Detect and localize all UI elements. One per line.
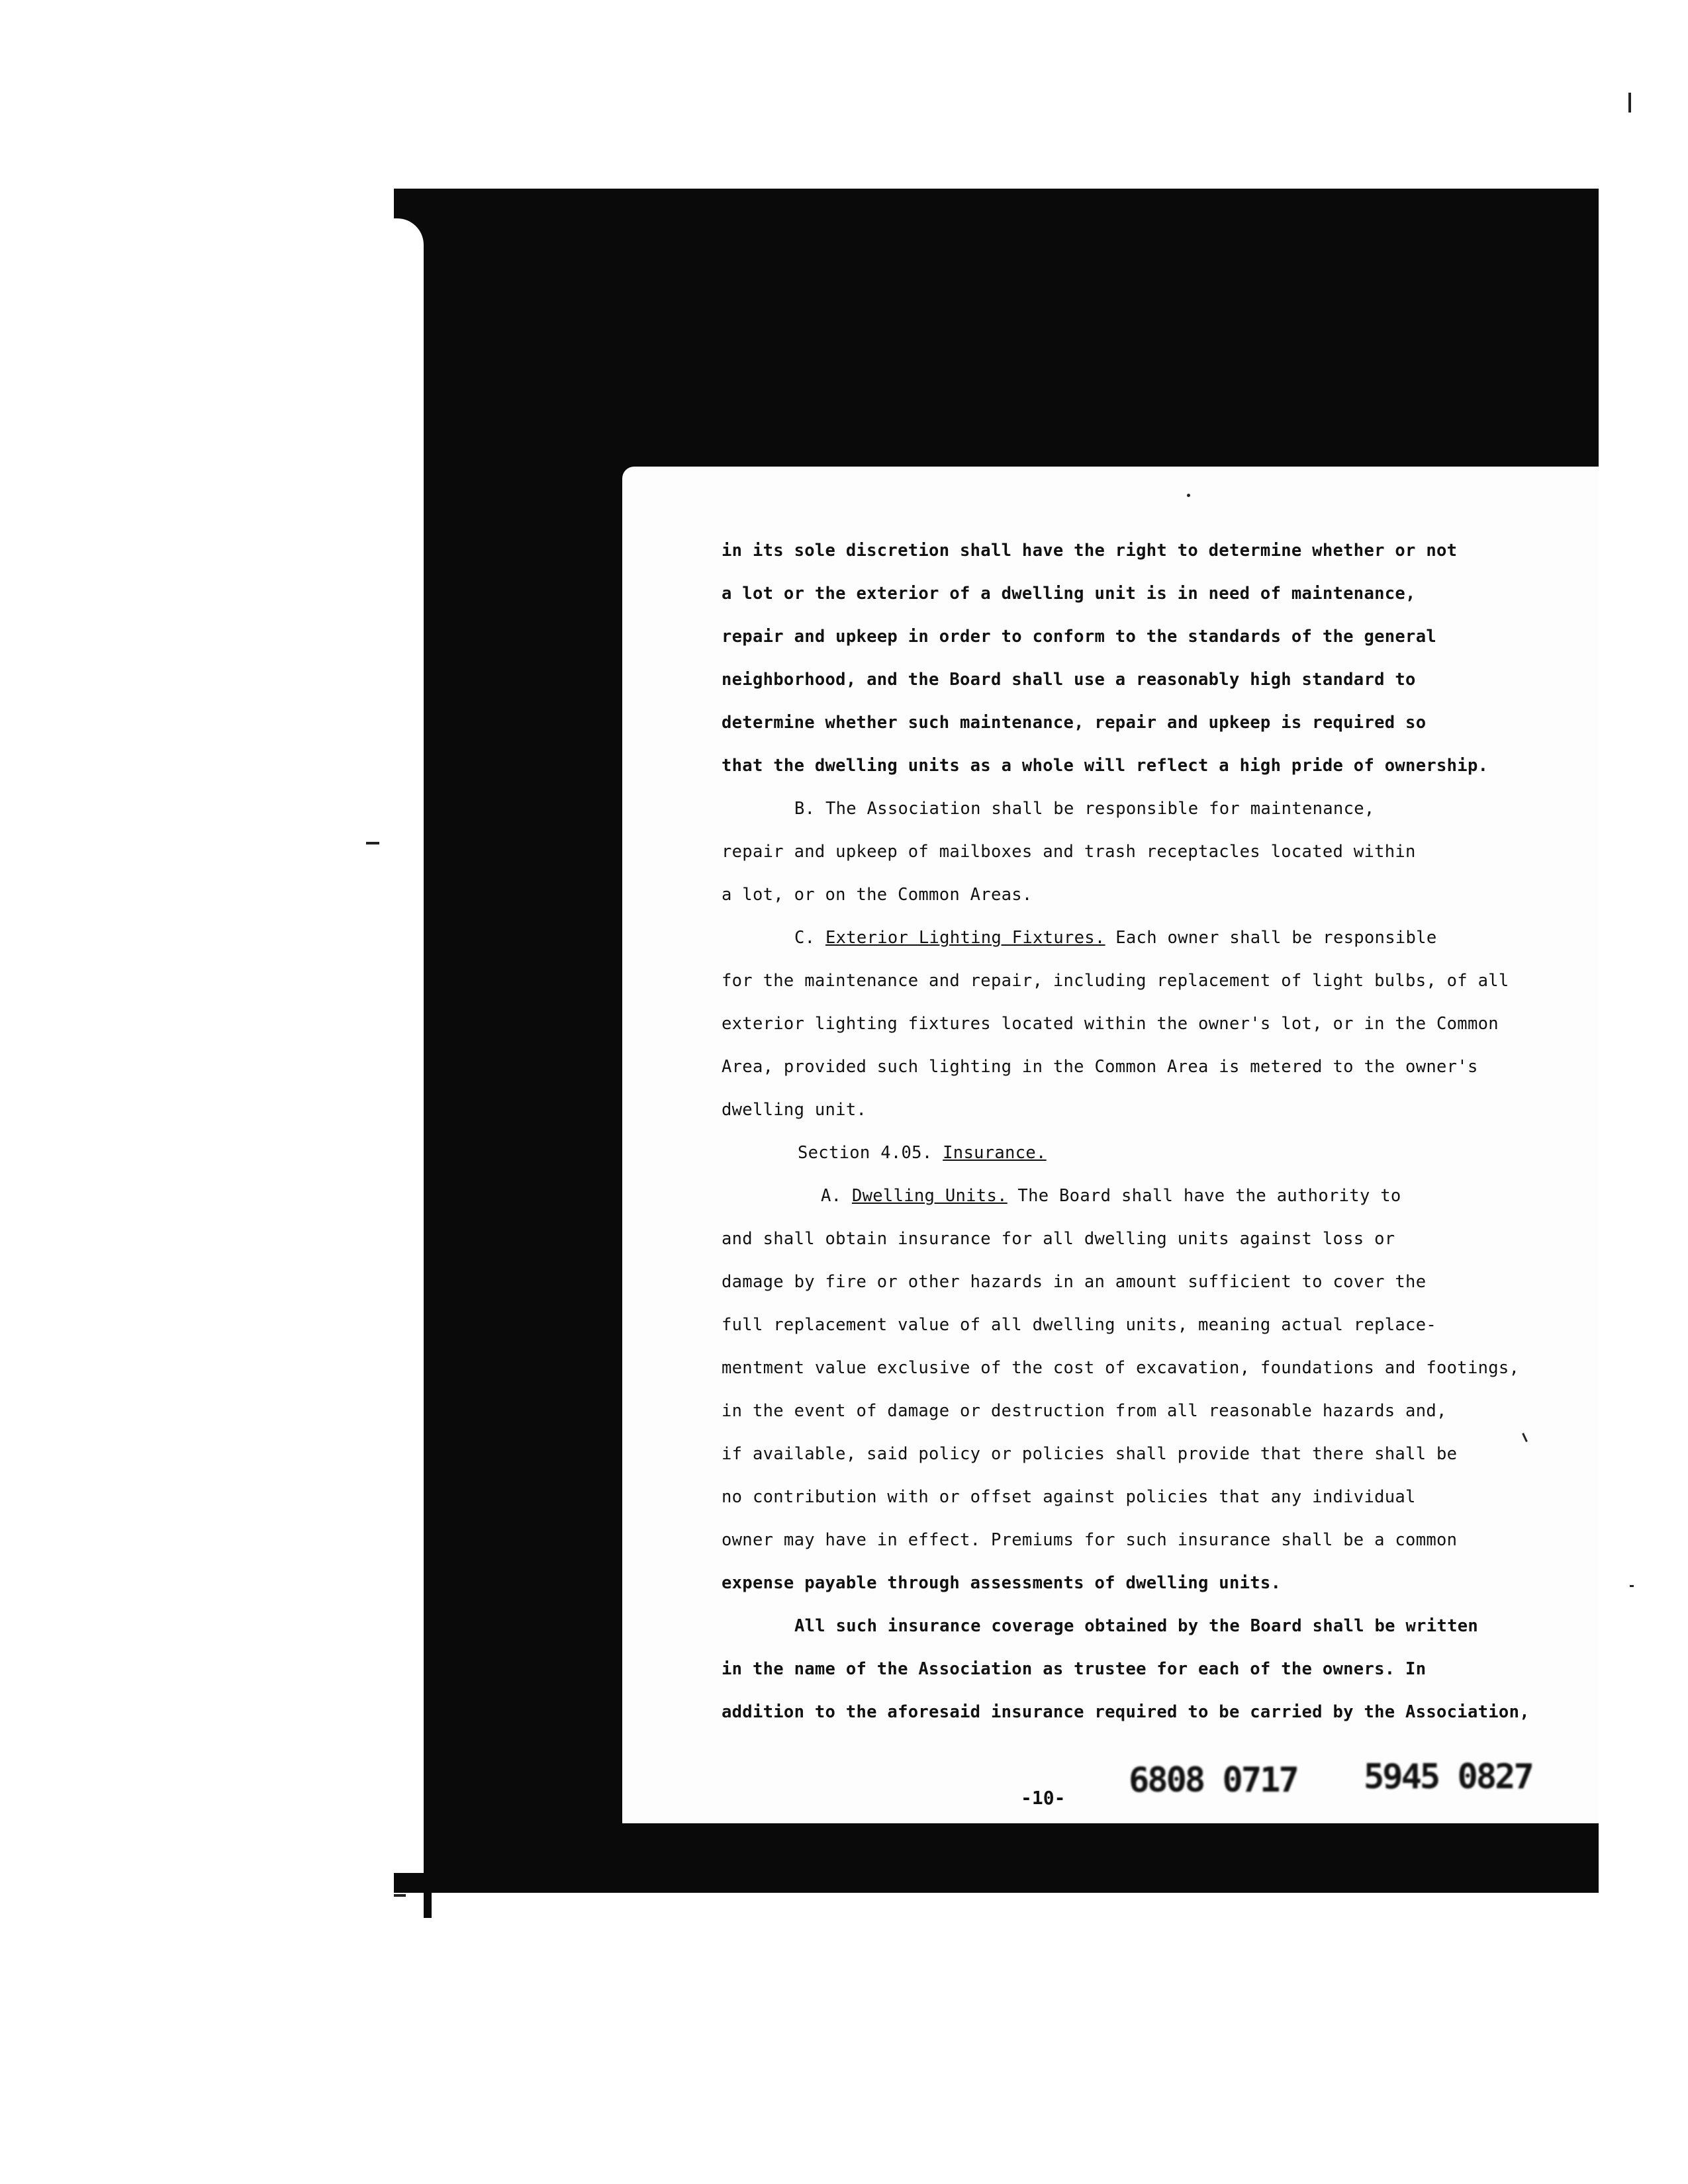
scan-speck (1187, 494, 1190, 497)
text-line: for the maintenance and repair, including replacement of light bulbs, of all (722, 971, 1509, 991)
text-line: if available, said policy or policies shall provide that there shall be (722, 1444, 1458, 1464)
text-line: B. The Association shall be responsible for maintenance, (794, 799, 1375, 819)
recording-stamp-page: 5945 0827 (1364, 1757, 1532, 1797)
text-line-prefix: A. (821, 1186, 852, 1206)
text-line-prefix: Section 4.05. (798, 1143, 943, 1163)
text-line (722, 1175, 1595, 1218)
text-line: determine whether such maintenance, repair and upkeep is required so (722, 713, 1427, 733)
text-line: a lot or the exterior of a dwelling unit is in need of maintenance, (722, 584, 1416, 604)
scan-bottom-stub (424, 1880, 432, 1918)
scan-bottom-bar (432, 1823, 1599, 1893)
text-line: mentment value exclusive of the cost of excavation, foundations and footings, (722, 1358, 1520, 1378)
text-line: that the dwelling units as a whole will reflect a high pride of ownership. (722, 756, 1489, 776)
text-line: and shall obtain insurance for all dwelling units against loss or (722, 1229, 1395, 1249)
text-line: no contribution with or offset against policies that any individual (722, 1487, 1416, 1507)
text-line: a lot, or on the Common Areas. (722, 885, 1033, 905)
section-heading: Exterior Lighting Fixtures. (825, 928, 1105, 948)
text-line: exterior lighting fixtures located within the owner's lot, or in the Common (722, 1014, 1499, 1034)
page-number: -10- (1021, 1787, 1066, 1809)
text-line: owner may have in effect. Premiums for such insurance shall be a common (722, 1530, 1458, 1550)
text-line: full replacement value of all dwelling units, meaning actual replace- (722, 1315, 1437, 1335)
text-line: neighborhood, and the Board shall use a reasonably high standard to (722, 670, 1416, 690)
scan-speck (394, 1894, 406, 1897)
recording-stamp-book: 6808 0717 (1129, 1760, 1297, 1800)
text-line (722, 1132, 1595, 1175)
scan-speck (1628, 93, 1631, 113)
text-line: in the name of the Association as trustee for each of the owners. In (722, 1659, 1427, 1679)
text-line: in its sole discretion shall have the right to determine whether or not (722, 541, 1458, 561)
scan-speck (1630, 1585, 1634, 1587)
text-line: repair and upkeep of mailboxes and trash receptacles located within (722, 842, 1416, 862)
text-line-suffix: The Board shall have the authority to (1007, 1186, 1401, 1206)
text-line: All such insurance coverage obtained by the Board shall be written (794, 1616, 1479, 1636)
text-line-prefix: C. (794, 928, 825, 948)
text-line: dwelling unit. (722, 1100, 867, 1120)
section-heading: Insurance. (943, 1143, 1047, 1163)
text-line: addition to the aforesaid insurance required to be carried by the Association, (722, 1702, 1530, 1722)
scan-left-strip (424, 218, 432, 1886)
text-line: expense payable through assessments of dwelling units. (722, 1573, 1282, 1593)
text-line: repair and upkeep in order to conform to the standards of the general (722, 627, 1437, 647)
text-line: in the event of damage or destruction from all reasonable hazards and, (722, 1401, 1447, 1421)
scan-speck (366, 842, 379, 844)
section-heading: Dwelling Units. (851, 1186, 1008, 1206)
document-body (722, 529, 1595, 1734)
text-line (722, 917, 1595, 960)
text-line-suffix: Each owner shall be responsible (1105, 928, 1437, 948)
scan-frame-notch (394, 218, 424, 1873)
text-line: Area, provided such lighting in the Common Area is metered to the owner's (722, 1057, 1478, 1077)
text-line: damage by fire or other hazards in an amount sufficient to cover the (722, 1272, 1427, 1292)
